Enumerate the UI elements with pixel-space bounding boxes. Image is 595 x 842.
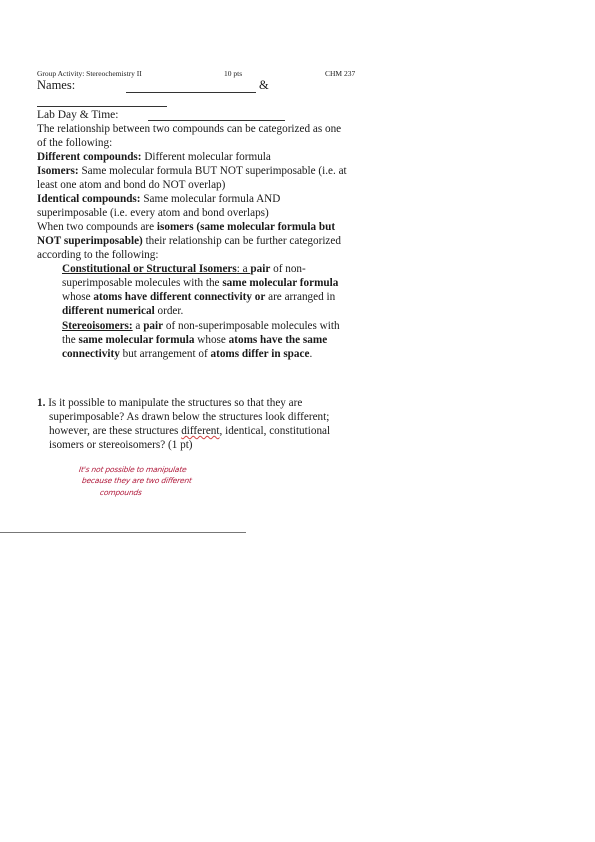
points-label: 10 pts (224, 69, 243, 78)
definition-text: Same molecular formula AND (140, 193, 281, 205)
handwritten-answer: compounds (99, 488, 143, 497)
names-field-2[interactable] (37, 106, 167, 107)
term: Different compounds: (37, 151, 142, 163)
handwritten-answer: because they are two different (81, 476, 193, 485)
text: a (132, 320, 144, 332)
question-text: Is it possible to manipulate the structures so that they are (45, 397, 303, 409)
text: order. (154, 305, 184, 317)
page-divider (0, 532, 246, 533)
emphasis: atoms have the same (228, 334, 328, 346)
text: their relationship can be further categorized (142, 235, 341, 247)
text: whose (62, 291, 94, 303)
emphasis: pair (250, 263, 271, 275)
emphasis: atoms differ in space (210, 348, 310, 360)
question-text: superimposable? As drawn below the structures look different; (49, 411, 330, 423)
term: Identical compounds: (37, 193, 141, 205)
spellcheck-flagged-word: different (181, 425, 220, 437)
labday-label: Lab Day & Time: (37, 109, 119, 121)
emphasis: isomers (same molecular formula but (156, 221, 336, 233)
text: When two compounds are (37, 221, 157, 233)
intro-line (37, 235, 341, 248)
definition-text: Different molecular formula (141, 151, 271, 163)
intro-line (37, 221, 335, 234)
question-1 (37, 397, 302, 410)
term: Isomers: (37, 165, 79, 177)
text: of non- (270, 263, 306, 275)
handwritten-answer: It's not possible to manipulate (78, 465, 188, 474)
intro-line: The relationship between two compounds can be categorized as one (37, 123, 342, 135)
question-text: isomers or stereoisomers? (1 pt) (49, 439, 193, 451)
emphasis: connectivity (62, 348, 120, 360)
definition-text: Same molecular formula BUT NOT superimposable (i.e. at (78, 165, 347, 177)
text: are arranged in (265, 291, 336, 303)
text: whose (194, 334, 229, 346)
definition-text: least one atom and bond do NOT overlap) (37, 179, 226, 191)
definition-text: superimposable (i.e. every atom and bond overlaps) (37, 207, 269, 219)
emphasis: same molecular formula (78, 334, 195, 346)
definition-isomers (37, 165, 347, 178)
intro-line: according to the following: (37, 249, 159, 261)
stereo-line (62, 348, 312, 361)
question-text: , identical, constitutional (219, 425, 331, 437)
stereo-line (62, 334, 327, 347)
question-text: however, are these structures (49, 425, 182, 437)
labday-field[interactable] (148, 120, 285, 121)
text: : a (236, 263, 251, 275)
constitutional-line (62, 291, 335, 304)
emphasis: NOT superimposable) (37, 235, 143, 247)
constitutional-line (62, 305, 183, 318)
constitutional-line (62, 263, 306, 276)
ampersand: & (259, 78, 269, 92)
definition-identical (37, 193, 280, 206)
text: . (309, 348, 313, 360)
text: but arrangement of (119, 348, 211, 360)
intro-line: of the following: (37, 137, 113, 149)
emphasis: pair (143, 320, 164, 332)
stereo-line (62, 320, 340, 333)
activity-title: Group Activity: Stereochemistry II (37, 69, 142, 78)
emphasis: different numerical (62, 305, 155, 317)
names-label: Names: (37, 78, 76, 92)
constitutional-line (62, 277, 338, 290)
emphasis: same molecular formula (222, 277, 339, 289)
course-code: CHM 237 (325, 69, 356, 78)
emphasis: atoms have different connectivity or (93, 291, 266, 303)
term: Constitutional or Structural Isomers (62, 263, 237, 275)
names-field[interactable] (126, 92, 256, 93)
text: of non-superimposable molecules with (163, 320, 340, 332)
definition-different (37, 151, 271, 164)
question-number: 1. (37, 397, 46, 409)
text: superimposable molecules with the (62, 277, 223, 289)
text: the (62, 334, 79, 346)
term: Stereoisomers: (62, 320, 133, 332)
question-line (49, 425, 330, 438)
